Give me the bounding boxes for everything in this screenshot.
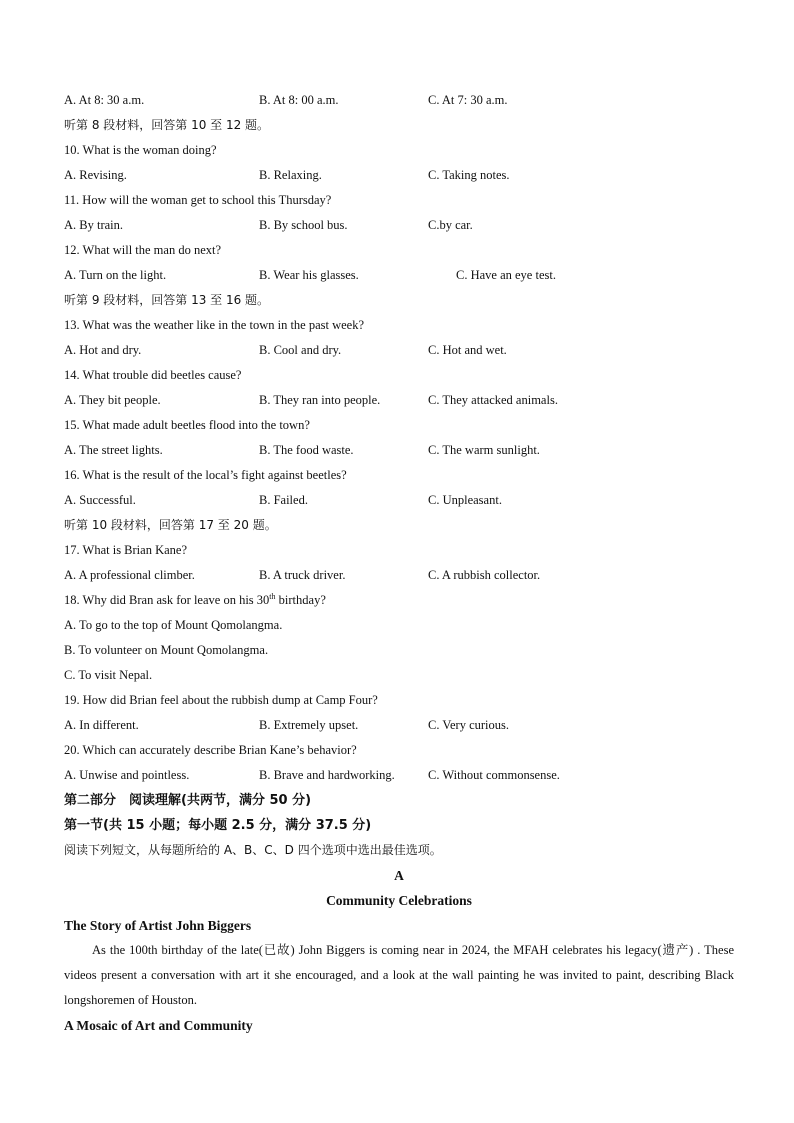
q15-option-c: C. The warm sunlight.	[428, 443, 540, 457]
q17-option-a: A. A professional climber.	[64, 568, 195, 582]
q18-stem	[64, 588, 734, 613]
q13-option-c: C. Hot and wet.	[428, 343, 507, 357]
q15-option-a: A. The street lights.	[64, 443, 163, 457]
q16-options	[64, 488, 734, 513]
q19-options	[64, 713, 734, 738]
q11-option-a: A. By train.	[64, 218, 124, 232]
q13-stem: 13. What was the weather like in the town in the past week?	[64, 318, 365, 332]
q11-stem: 11. How will the woman get to school this Thursday?	[64, 193, 332, 207]
q14-options	[64, 388, 734, 413]
q10-options	[64, 163, 734, 188]
reading-instructions: 阅读下列短文，从每题所给的 A、B、C、D 四个选项中选出最佳选项。	[64, 843, 442, 857]
q19-option-c: C. Very curious.	[428, 718, 510, 732]
q18-stem-text: 18. Why did Bran ask for leave on his 30	[64, 593, 270, 607]
q19-option-b: B. Extremely upset.	[259, 718, 359, 732]
q12-option-b: B. Wear his glasses.	[259, 268, 359, 282]
section-heading-biggers: The Story of Artist John Biggers	[64, 918, 252, 933]
q20-options	[64, 763, 734, 788]
q17-option-b: B. A truck driver.	[259, 568, 346, 582]
q14-stem: 14. What trouble did beetles cause?	[64, 368, 242, 382]
q11-option-b: B. By school bus.	[259, 218, 348, 232]
q11-option-c: C.by car.	[428, 218, 473, 232]
q12-option-c: C. Have an eye test.	[456, 268, 556, 282]
paragraph-biggers: As the 100th birthday of the late(已故) John Biggers is coming near in 2024, the MFAH celebrates his legacy(遗产) . These videos present a conversation with art it she encouraged, and a look at the wall painting he was invited to paint, describing Black longshoremen of Houston.	[64, 943, 734, 1007]
part-2-title: 第二部分 阅读理解(共两节，满分 50 分)	[64, 793, 312, 808]
part-2-section-1-title: 第一节(共 15 小题；每小题 2.5 分，满分 37.5 分)	[64, 818, 372, 833]
q13-options	[64, 338, 734, 363]
q12-stem: 12. What will the man do next?	[64, 243, 222, 257]
q13-option-b: B. Cool and dry.	[259, 343, 342, 357]
q10-option-c: C. Taking notes.	[428, 168, 510, 182]
section-9-instruction: 听第 9 段材料，回答第 13 至 16 题。	[64, 293, 270, 307]
passage-letter: A	[394, 868, 404, 883]
section-10-instruction: 听第 10 段材料，回答第 17 至 20 题。	[64, 518, 277, 532]
exam-page	[64, 88, 734, 1038]
q12-options	[64, 263, 734, 288]
q9-option-b: B. At 8: 00 a.m.	[259, 93, 339, 107]
passage-title: Community Celebrations	[326, 893, 472, 908]
q13-option-a: A. Hot and dry.	[64, 343, 142, 357]
q16-option-a: A. Successful.	[64, 493, 136, 507]
q16-stem: 16. What is the result of the local’s fight against beetles?	[64, 468, 347, 482]
section-8-instruction: 听第 8 段材料，回答第 10 至 12 题。	[64, 118, 270, 132]
q18-stem-superscript: th	[269, 591, 276, 601]
q9-options	[64, 88, 734, 113]
q10-stem: 10. What is the woman doing?	[64, 143, 217, 157]
q12-option-a: A. Turn on the light.	[64, 268, 167, 282]
q9-option-c: C. At 7: 30 a.m.	[428, 93, 508, 107]
q16-option-b: B. Failed.	[259, 493, 308, 507]
q17-stem: 17. What is Brian Kane?	[64, 543, 187, 557]
q10-option-b: B. Relaxing.	[259, 168, 322, 182]
q14-option-b: B. They ran into people.	[259, 393, 381, 407]
q15-stem: 15. What made adult beetles flood into the town?	[64, 418, 310, 432]
q18-option-a: A. To go to the top of Mount Qomolangma.	[64, 618, 283, 632]
q9-option-a: A. At 8: 30 a.m.	[64, 93, 145, 107]
q17-option-c: C. A rubbish collector.	[428, 568, 541, 582]
q17-options	[64, 563, 734, 588]
q19-stem: 19. How did Brian feel about the rubbish dump at Camp Four?	[64, 693, 378, 707]
q18-stem-end: birthday?	[275, 593, 326, 607]
q20-option-a: A. Unwise and pointless.	[64, 768, 190, 782]
q18-option-c: C. To visit Nepal.	[64, 668, 153, 682]
q14-option-c: C. They attacked animals.	[428, 393, 558, 407]
q15-option-b: B. The food waste.	[259, 443, 354, 457]
q19-option-a: A. In different.	[64, 718, 139, 732]
q11-options	[64, 213, 734, 238]
section-heading-mosaic: A Mosaic of Art and Community	[64, 1018, 253, 1033]
q20-stem: 20. Which can accurately describe Brian Kane’s behavior?	[64, 743, 357, 757]
q20-option-b: B. Brave and hardworking.	[259, 768, 395, 782]
q15-options	[64, 438, 734, 463]
q20-option-c: C. Without commonsense.	[428, 768, 560, 782]
q10-option-a: A. Revising.	[64, 168, 127, 182]
q14-option-a: A. They bit people.	[64, 393, 161, 407]
q18-option-b: B. To volunteer on Mount Qomolangma.	[64, 643, 269, 657]
q16-option-c: C. Unpleasant.	[428, 493, 502, 507]
